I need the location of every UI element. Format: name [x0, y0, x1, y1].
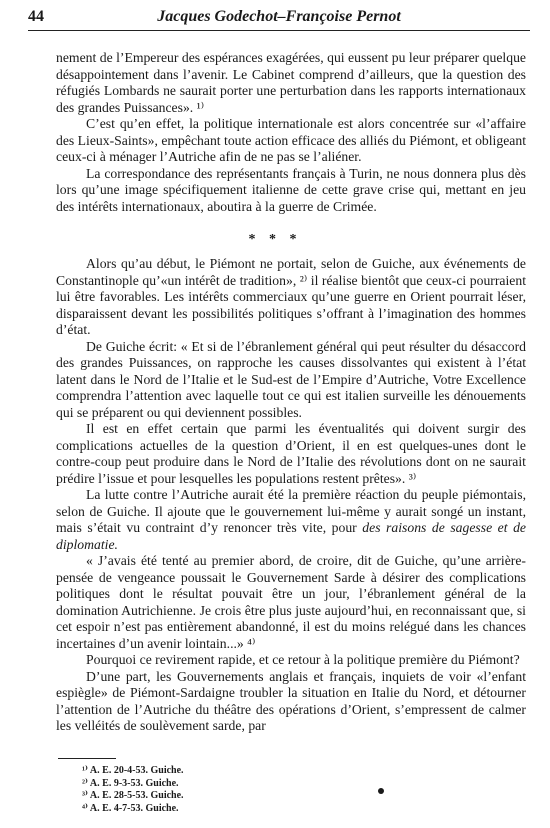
page-header [28, 6, 530, 32]
paragraph: La correspondance des représentants français à Turin, ne nous donnera plus dès lors qu’une image spécifiquement italienne de cette grave crise qui, mettant en jeu des intérêts internationaux, aboutira à la guerre de Crimée. [56, 165, 526, 214]
paragraph: nement de l’Empereur des espérances exagérées, qui eussent pu leur préparer quelque désappointement dans l’avenir. Le Cabinet comprend d’ailleurs, que la question des réfugiés Lombards ne saurait porter une perturbation dans les rapports internationaux des grandes Puissances». ¹⁾ [56, 50, 526, 115]
footnote: ³⁾ A. E. 28-5-53. Guiche. [82, 790, 184, 802]
footnote: ⁴⁾ A. E. 4-7-53. Guiche. [82, 802, 179, 814]
paragraph: Pourquoi ce revirement rapide, et ce retour à la politique première du Piémont? [86, 652, 520, 667]
paragraph-text: La lutte contre l’Autriche aurait été la première réaction du peuple piémontais, selon de Guiche. Il ajoute que le gouvernement lui-même y aurait songé un instant, mais s’était vu contraint d’y renoncer très vite, pour [56, 487, 526, 535]
footnote-rule [58, 758, 116, 759]
paragraph: Alors qu’au début, le Piémont ne portait, selon de Guiche, aux événements de Constantinople qu’«un intérêt de tradition», ²⁾ il réalise bientôt que ceux-ci pourraient lui être favorables. Les intérêts commerciaux qu’une guerre en Orient pourrait léser, disparaissent devant les possibilités politiques s’offrant à l’imagination des hommes d’état. [56, 256, 526, 337]
section-one [56, 50, 526, 215]
page-number: 44 [28, 8, 44, 25]
paragraph: D’une part, les Gouvernements anglais et français, inquiets de voir «l’enfant espiègle» de Piémont-Sardaigne troubler la situation en Italie du Nord, et détourner l’attention de l’Autriche du théâtre des opérations d’Orient, s’empressent de calmer les velléités de soulèvement sarde, par [56, 668, 526, 733]
italic-phrase: des raisons de sagesse et de diplomatie. [56, 520, 526, 552]
section-two [56, 256, 526, 735]
paragraph: « J’avais été tenté au premier abord, de croire, dit de Guiche, qu’une arrière-pensée de vengeance poussait le Gouvernement Sarde à désirer des complications politiques dont le résultat pouvait être un jour, l’ébranlement général de la domination Autrichienne. Je crois être plus juste aujourd’hui, en reconnaissant que, si cet espoir n’est pas entièrement abandonné, il est du moins relégué dans les chances incertaines d’un avenir lointain...» ⁴⁾ [56, 553, 526, 651]
section-separator: * * * [248, 232, 302, 247]
footnotes [82, 765, 184, 815]
paragraph: Il est en effet certain que parmi les éventualités qui doivent surgir des complications actuelles de la question d’Orient, il en est quelques-unes dont le contre-coup peut produire dans le Nord de l’Italie des révolutions dont on ne saurait prédire l’issue et pour lesquelles les populations restent prêtes». ³⁾ [56, 421, 526, 486]
running-title: Jacques Godechot–Françoise Pernot [157, 8, 401, 25]
ink-dot [378, 788, 384, 794]
footnote: ¹⁾ A. E. 20-4-53. Guiche. [82, 765, 184, 776]
footnote: ²⁾ A. E. 9-3-53. Guiche. [82, 777, 179, 789]
paragraph: C’est qu’en effet, la politique internationale est alors concentrée sur «l’affaire des Lieux-Saints», empêchant toute action efficace des alliés du Piémont, et obligeant ceux-ci à ménager l’Autriche afin de ne pas se l’aliéner. [56, 116, 526, 164]
header-rule [28, 30, 530, 31]
paragraph [56, 487, 526, 553]
paragraph: De Guiche écrit: « Et si de l’ébranlement général qui peut résulter du désaccord des grandes Puissances, on rapproche les causes dissolvantes qui existent à l’état latent dans le Nord de l’Italie et le Sud-est de l’Empire d’Autriche, Votre Excellence comprendra l’attention avec laquelle tout ce qui est italien surveille les dénouements qui se préparent ou qui deviennent possibles. [56, 338, 526, 420]
